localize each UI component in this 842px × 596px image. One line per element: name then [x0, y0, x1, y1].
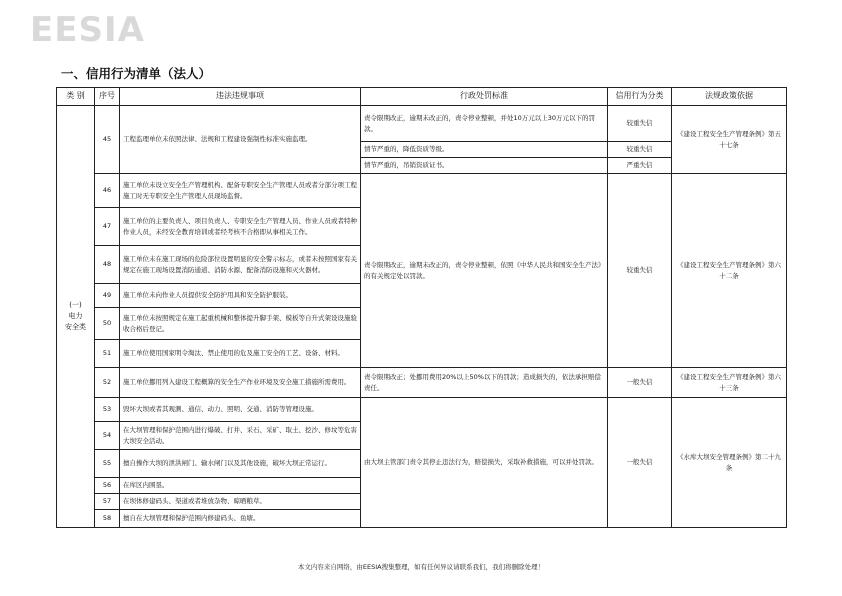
violation-item: 施工单位未在施工现场的危险部位设置明显的安全警示标志，或者未按照国家有关规定在施工现场设置消防通道、消防水源、配备消防设施和灭火器材。	[120, 246, 361, 284]
penalty-cell: 责令限期改正；处挪用费用20%以上50%以下的罚款；造成损失的，依法承担赔偿责任。	[361, 368, 608, 398]
penalty-cell: 责令限期改正，逾期未改正的，责令停业整顿，并处10万元以上30万元以下的罚款。	[361, 106, 608, 142]
credit-class-cell: 较重失信	[608, 174, 672, 368]
category-cell: (一) 电力 安全类	[57, 106, 95, 528]
violation-item: 擅自在大坝管理和保护范围内修建码头、鱼塘。	[120, 510, 361, 528]
header-violation: 违法违规事项	[120, 88, 361, 106]
header-penalty: 行政处罚标准	[361, 88, 608, 106]
credit-behavior-table	[56, 87, 787, 528]
violation-item: 施工单位未向作业人员提供安全防护用具和安全防护服装。	[120, 284, 361, 308]
table-row	[57, 106, 787, 142]
penalty-cell: 情节严重的，吊销资质证书。	[361, 158, 608, 174]
header-number: 序号	[95, 88, 120, 106]
footer-disclaimer: 本文内容来自网络，由EESIA搜集整理，如有任何异议请联系我们，我们将删除处理！	[297, 563, 545, 571]
header-credit-class: 信用行为分类	[608, 88, 672, 106]
header-legal-basis: 法规政策依据	[672, 88, 787, 106]
eesia-logo: EESIA	[30, 10, 145, 50]
row-number: 52	[95, 368, 120, 398]
legal-basis-cell: 《建设工程安全生产管理条例》第五十七条	[672, 106, 787, 174]
legal-basis-cell: 《建设工程安全生产管理条例》第六十二条	[672, 174, 787, 368]
legal-basis-cell: 《建设工程安全生产管理条例》第六十三条	[672, 368, 787, 398]
header-category: 类 别	[57, 88, 95, 106]
row-number: 47	[95, 208, 120, 246]
penalty-cell: 由大坝主管部门责令其停止违法行为，赔偿损失，采取补救措施，可以并处罚款。	[361, 398, 608, 528]
section-title: 一、信用行为清单（法人）	[61, 66, 212, 81]
violation-item: 在坝体修建码头、渠道或者堆放杂物、晾晒粮草。	[120, 494, 361, 510]
credit-class-cell: 一般失信	[608, 398, 672, 528]
violation-item: 毁坏大坝或者其观测、通信、动力、照明、交通、消防等管理设施。	[120, 398, 361, 422]
row-number: 54	[95, 422, 120, 450]
violation-item: 擅自操作大坝的泄洪闸门、输水闸门以及其他设施，破坏大坝正常运行。	[120, 450, 361, 478]
penalty-cell: 情节严重的，降低资质等级。	[361, 142, 608, 158]
violation-item: 在库区内围垦。	[120, 478, 361, 494]
row-number: 58	[95, 510, 120, 528]
row-number: 56	[95, 478, 120, 494]
penalty-cell: 责令限期改正，逾期未改正的，责令停业整顿，依照《中华人民共和国安全生产法》的有关规定处以罚款。	[361, 174, 608, 368]
row-number: 53	[95, 398, 120, 422]
row-number: 48	[95, 246, 120, 284]
violation-item: 在大坝管理和保护范围内进行爆破、打井、采石、采矿、取土、挖沙、修坟等危害大坝安全活动。	[120, 422, 361, 450]
row-number: 50	[95, 308, 120, 340]
violation-item: 施工单位的主要负责人、项目负责人、专职安全生产管理人员、作业人员或者特种作业人员，未经安全教育培训或者经考核不合格即从事相关工作。	[120, 208, 361, 246]
violation-item: 施工单位挪用列入建设工程概算的安全生产作业环境及安全施工措施所需费用。	[120, 368, 361, 398]
table-header-row	[57, 88, 787, 106]
row-number: 57	[95, 494, 120, 510]
row-number: 51	[95, 340, 120, 368]
row-number: 46	[95, 174, 120, 208]
row-number: 55	[95, 450, 120, 478]
violation-item: 施工单位未按照规定在施工起重机械和整体提升脚手架、模板等自升式架设设施验收合格后登记。	[120, 308, 361, 340]
table-row	[57, 174, 787, 208]
violation-item: 工程监理单位未依照法律、法规和工程建设强制性标准实施监理。	[120, 106, 361, 174]
row-number: 45	[95, 106, 120, 174]
credit-class-cell: 较重失信	[608, 106, 672, 142]
credit-class-cell: 较重失信	[608, 142, 672, 158]
violation-item: 施工单位未设立安全生产管理机构、配备专职安全生产管理人员或者分部分项工程施工时无专职安全生产管理人员现场监督。	[120, 174, 361, 208]
credit-class-cell: 一般失信	[608, 368, 672, 398]
row-number: 49	[95, 284, 120, 308]
table-row	[57, 398, 787, 422]
violation-item: 施工单位使用国家明令淘汰、禁止使用的危及施工安全的工艺、设备、材料。	[120, 340, 361, 368]
legal-basis-cell: 《水库大坝安全管理条例》第二十九条	[672, 398, 787, 528]
table-row	[57, 368, 787, 398]
credit-class-cell: 严重失信	[608, 158, 672, 174]
